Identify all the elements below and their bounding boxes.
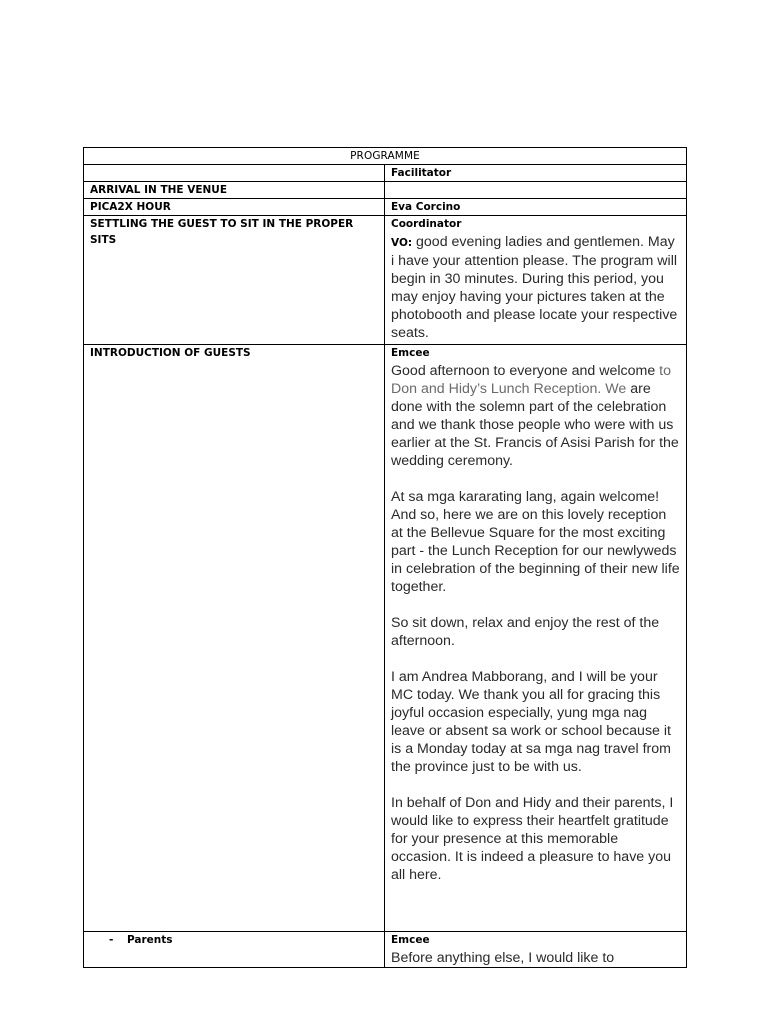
programme-table <box>83 147 687 968</box>
emcee-script <box>391 362 680 884</box>
paragraph-text: Good afternoon to everyone and welcome <box>391 363 660 379</box>
role-cell: Facilitator <box>385 165 687 182</box>
role-label: Emcee <box>391 934 430 946</box>
table-row <box>84 199 687 216</box>
paragraph-text-light: to Don and Hidy’s Lunch Reception. We <box>391 363 671 397</box>
activity-cell: INTRODUCTION OF GUESTS <box>84 345 385 932</box>
role-label: Emcee <box>391 347 430 359</box>
table-row <box>84 932 687 968</box>
title-row <box>84 148 687 165</box>
script-cell <box>385 345 687 932</box>
paragraph-text: are done with the solemn part of the celebration and we thank those people who were with us earlier at the St. Francis of Asisi Parish for the wedding ceremony. <box>391 381 679 469</box>
script-cell <box>385 932 687 968</box>
role-label: Coordinator <box>391 218 462 230</box>
table-row <box>84 165 687 182</box>
script-paragraph: So sit down, relax and enjoy the rest of the afternoon. <box>391 615 660 649</box>
activity-label: Parents <box>127 934 173 946</box>
vo-body: good evening ladies and gentlemen. May i have your attention please. The program will begin in 30 minutes. During this period, you may enjoy having your pictures taken at the photobooth and please locate your respective seats. <box>391 234 678 341</box>
activity-cell: ARRIVAL IN THE VENUE <box>84 182 385 199</box>
script-paragraph <box>391 362 680 470</box>
voiceover-text <box>391 233 680 342</box>
role-cell: Eva Corcino <box>385 199 687 216</box>
programme-title: PROGRAMME <box>84 148 687 165</box>
vo-label: VO: <box>391 237 413 249</box>
script-cell <box>385 216 687 345</box>
script-paragraph: At sa mga kararating lang, again welcome! And so, here we are on this lovely reception at the Bellevue Square for the most exciting part - the Lunch Reception for our newlyweds in celebration of the beginning of their new life together. <box>391 489 680 595</box>
bullet-dash: - <box>109 934 114 946</box>
role-cell <box>385 182 687 199</box>
script-paragraph: In behalf of Don and Hidy and their parents, I would like to express their heartfelt gratitude for your presence at this memorable occasion. It is indeed a pleasure to have you all here. <box>391 795 674 883</box>
script-paragraph: I am Andrea Mabborang, and I will be your MC today. We thank you all for gracing this joyful occasion especially, yung mga nag leave or absent sa work or school because it is a Monday today at sa mga nag travel from the province just to be with us. <box>391 669 671 775</box>
table-row <box>84 182 687 199</box>
activity-cell <box>84 932 385 968</box>
emcee-script: Before anything else, I would like to <box>391 950 615 966</box>
activity-cell: PICA2X HOUR <box>84 199 385 216</box>
activity-cell <box>84 165 385 182</box>
table-row <box>84 216 687 345</box>
table-row <box>84 345 687 932</box>
activity-cell: SETTLING THE GUEST TO SIT IN THE PROPER SITS <box>84 216 385 345</box>
